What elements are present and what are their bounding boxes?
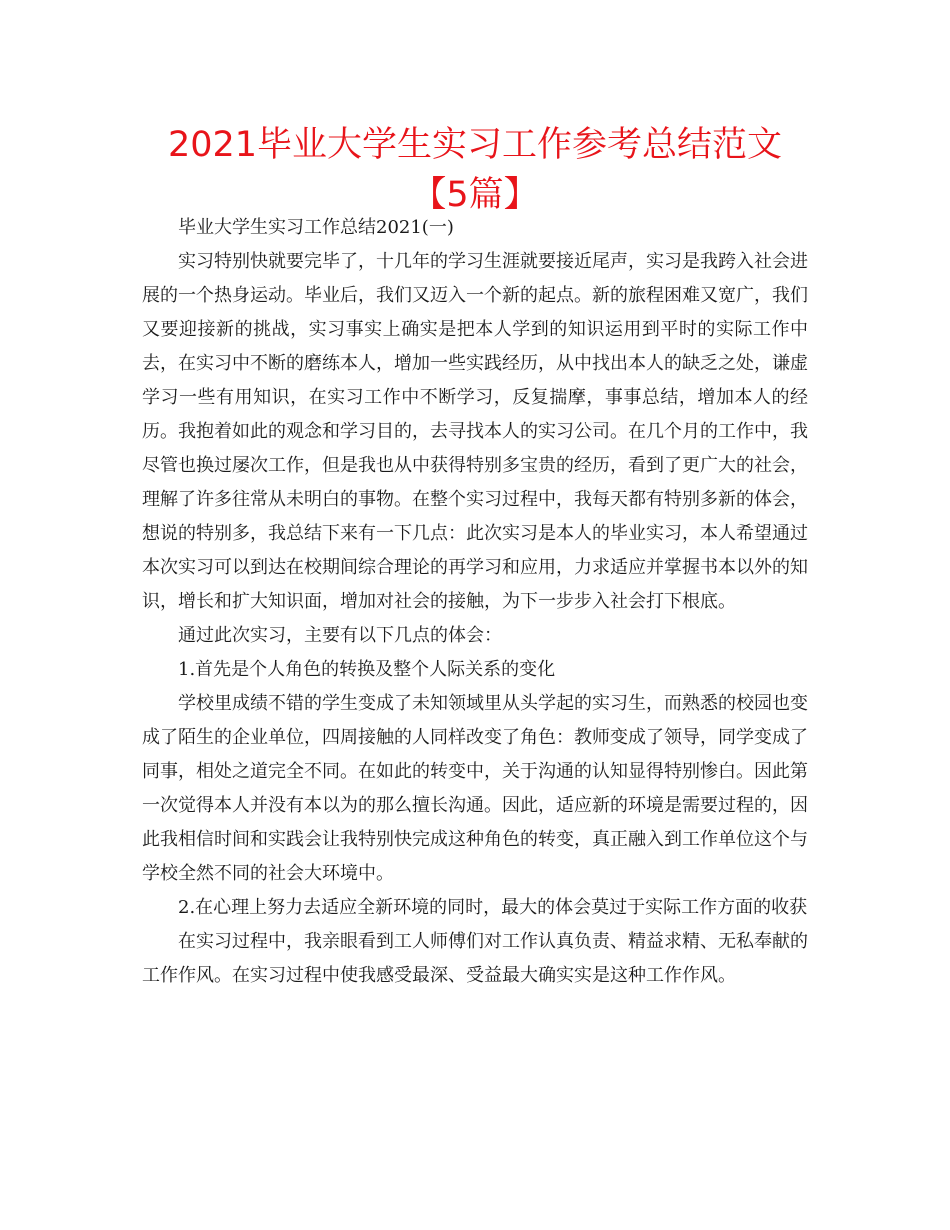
- point-2-heading: 2.在心理上努力去适应全新环境的同时，最大的体会莫过于实际工作方面的收获: [178, 897, 808, 918]
- paragraph-point-1: 学校里成绩不错的学生变成了未知领域里从头学起的实习生，而熟悉的校园也变成了陌生的企业单位，四周接触的人同样改变了角色：教师变成了领导，同学变成了同事，相处之道完全不同。在如此的转变中，关于沟通的认知显得特别惨白。因此第一次觉得本人并没有本以为的那么擅长沟通。因此，适应新的环境是需要过程的，因此我相信时间和实践会让我特别快完成这种角色的转变，真正融入到工作单位这个与学校全然不同的社会大环境中。: [142, 693, 808, 884]
- document-title: 2021毕业大学生实习工作参考总结范文【5篇】: [167, 125, 783, 215]
- paragraph-summary-lead: 通过此次实习，主要有以下几点的体会：: [178, 625, 502, 646]
- document-body: [142, 211, 808, 993]
- section-heading: 毕业大学生实习工作总结2021(一): [178, 217, 454, 238]
- paragraph-intro: 实习特别快就要完毕了，十几年的学习生涯就要接近尾声，实习是我跨入社会进展的一个热身运动。毕业后，我们又迈入一个新的起点。新的旅程困难又宽广，我们又要迎接新的挑战，实习事实上确实是把本人学到的知识运用到平时的实际工作中去，在实习中不断的磨练本人，增加一些实践经历，从中找出本人的缺乏之处，谦虚学习一些有用知识，在实习工作中不断学习，反复揣摩，事事总结，增加本人的经历。我抱着如此的观念和学习目的，去寻找本人的实习公司。在几个月的工作中，我尽管也换过屡次工作，但是我也从中获得特别多宝贵的经历，看到了更广大的社会，理解了许多往常从未明白的事物。在整个实习过程中，我每天都有特别多新的体会，想说的特别多，我总结下来有一下几点：此次实习是本人的毕业实习，本人希望通过本次实习可以到达在校期间综合理论的再学习和应用，力求适应并掌握书本以外的知识，增长和扩大知识面，增加对社会的接触，为下一步步入社会打下根底。: [142, 251, 808, 612]
- paragraph-point-2: 在实习过程中，我亲眼看到工人师傅们对工作认真负责、精益求精、无私奉献的工作作风。在实习过程中使我感受最深、受益最大确实实是这种工作作风。: [142, 931, 808, 986]
- point-1-heading: 1.首先是个人角色的转换及整个人际关系的变化: [178, 659, 556, 680]
